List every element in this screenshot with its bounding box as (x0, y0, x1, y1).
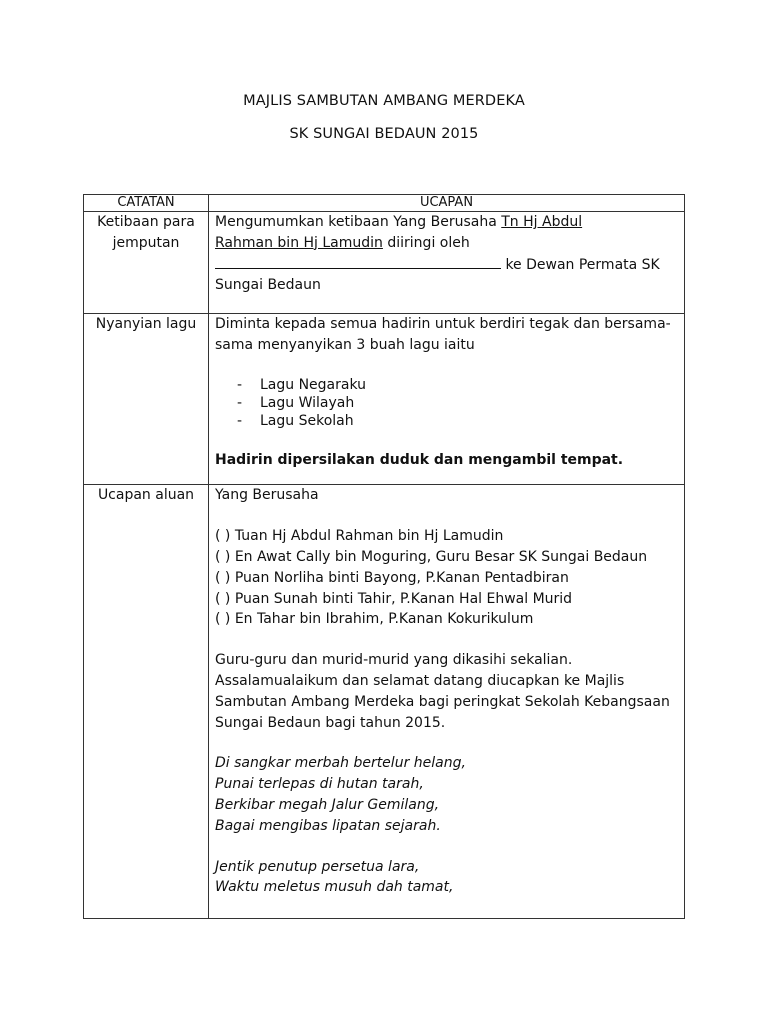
catatan-cell: Nyanyian lagu (84, 314, 209, 485)
dignitary-line: ( ) Tuan Hj Abdul Rahman bin Hj Lamudin (215, 528, 504, 545)
announcement-text: Mengumumkan ketibaan Yang Berusaha (215, 214, 502, 230)
pantun-line: Jentik penutup persetua lara, (215, 858, 420, 875)
catatan-line: jemputan (112, 234, 180, 251)
pantun-line: Punai terlepas di hutan tarah, (215, 776, 424, 793)
closing-instruction: Hadirin dipersilakan duduk dan mengambil tempat. (215, 451, 624, 468)
list-item: - Lagu Sekolah (237, 412, 678, 430)
announcement-line (215, 233, 678, 254)
header-ucapan: UCAPAN (209, 195, 685, 212)
ucapan-cell (209, 485, 685, 919)
pantun-line: Di sangkar merbah bertelur helang, (215, 755, 466, 772)
table-row (84, 314, 685, 485)
document-subtitle: SK SUNGAI BEDAUN 2015 (289, 126, 479, 142)
announcement-line (215, 254, 678, 276)
document-title: MAJLIS SAMBUTAN AMBANG MERDEKA (243, 93, 525, 109)
guest-name: Tn Hj Abdul (501, 214, 583, 230)
ucapan-cell (209, 314, 685, 485)
catatan-cell: Ucapan aluan (84, 485, 209, 919)
instruction-text: Diminta kepada semua hadirin untuk berdiri tegak dan bersama-sama menyanyikan 3 buah lagu iaitu (215, 316, 671, 353)
table-header-row (84, 195, 685, 212)
welcome-paragraph: Guru-guru dan murid-murid yang dikasihi sekalian. Assalamualaikum dan selamat datang diucapkan ke Majlis Sambutan Ambang Merdeka bagi peringkat Sekolah Kebangsaan Sungai Bedaun bagi tahun 2015. (215, 652, 670, 731)
dignitary-line: ( ) Puan Sunah binti Tahir, P.Kanan Hal Ehwal Murid (215, 590, 573, 607)
song-list (215, 376, 678, 430)
greeting: Yang Berusaha (215, 487, 319, 504)
list-item: - Lagu Negaraku (237, 376, 678, 394)
pantun-line: Bagai mengibas lipatan sejarah. (215, 817, 441, 834)
table-row (84, 485, 685, 919)
catatan-line: Ketibaan para (97, 214, 195, 230)
ucapan-cell (209, 212, 685, 314)
announcement-line: Sungai Bedaun (215, 277, 321, 294)
catatan-cell (84, 212, 209, 314)
dignitary-line: ( ) En Awat Cally bin Moguring, Guru Besar SK Sungai Bedaun (215, 548, 648, 565)
pantun-line: Waktu meletus musuh dah tamat, (215, 879, 454, 896)
announcement-line (215, 212, 678, 233)
dignitary-line: ( ) Puan Norliha binti Bayong, P.Kanan Pentadbiran (215, 569, 569, 586)
list-item: - Lagu Wilayah (237, 394, 678, 412)
blank-line (215, 254, 501, 269)
header-catatan: CATATAN (84, 195, 209, 212)
pantun-line: Berkibar megah Jalur Gemilang, (215, 796, 440, 813)
programme-table (83, 194, 685, 919)
announcement-text: ke Dewan Permata SK (501, 256, 660, 273)
guest-name-cont: Rahman bin Hj Lamudin (215, 234, 383, 251)
table-row (84, 212, 685, 314)
dignitary-line: ( ) En Tahar bin Ibrahim, P.Kanan Kokurikulum (215, 611, 534, 628)
announcement-text: diiringi oleh (382, 234, 470, 251)
